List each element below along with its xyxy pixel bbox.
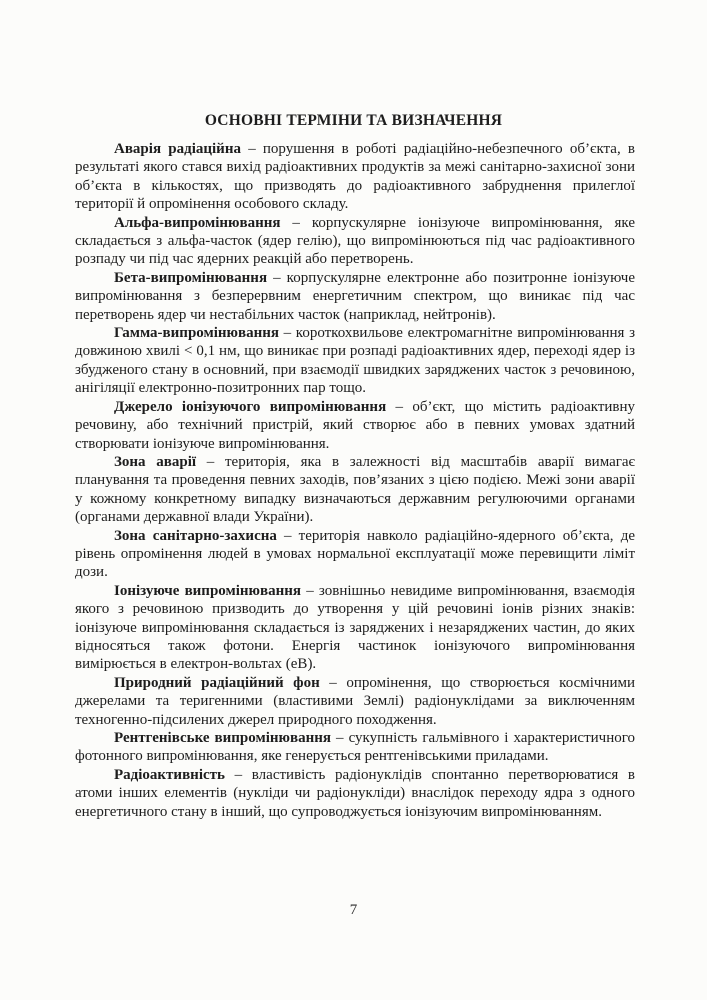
definition-paragraph — [75, 527, 635, 582]
definition-term: Джерело іонізуючого випромінювання — [114, 398, 387, 415]
definition-text: – короткохвильове електромагнітне випромінювання з довжиною хвилі < 0,1 нм, що виникає при розпаді радіоактивних ядер, переході ядер із збудженого стану в основний, при взаємодії швидких заряджених часток з речовиною, анігіляції електронно-позитронних пар тощо. — [75, 325, 635, 397]
definition-paragraph — [75, 729, 635, 766]
definition-term: Зона санітарно-захисна — [114, 527, 277, 544]
definition-text: – опромінення, що створюється космічними джерелами та теригенними (властивими Землі) радіонуклідами за виключенням техногенно-підсилених джерел природного походження. — [75, 674, 636, 728]
definition-text: – територія навколо радіаційно-ядерного об’єкта, де рівень опромінення людей в умовах нормальної експлуатації може перевищити ліміт дози. — [75, 527, 635, 581]
definition-paragraph — [75, 324, 635, 398]
page-title: ОСНОВНІ ТЕРМІНИ ТА ВИЗНАЧЕННЯ — [204, 112, 503, 130]
definition-term: Іонізуюче випромінювання — [114, 582, 301, 599]
definition-text: – сукупність гальмівного і характеристичного фотонного випромінювання, яке генерується рентгенівськими приладами. — [75, 730, 635, 765]
definition-term: Зона аварії — [114, 453, 197, 470]
definition-text: – властивість радіонуклідів спонтанно перетворюватися в атоми інших елементів (нукліди чи радіонукліди) внаслідок переходу ядра з одного енергетичного стану в інший, що супроводжується іонізуючим випромінюванням. — [75, 766, 635, 820]
definition-paragraph — [75, 766, 635, 821]
definition-text: – порушення в роботі радіаційно-небезпечного об’єкта, в результаті якого стався вихід радіоактивних продуктів за межі санітарно-захисної зони об’єкта в кількостях, що призводять до радіоактивного забруднення прилеглої території й опромінення особового складу. — [75, 141, 635, 213]
definition-paragraph — [75, 582, 635, 674]
definition-text: – зовнішньо невидиме випромінювання, взаємодія якого з речовиною призводить до утворення у цій речовині іонів різних знаків: іонізуюче випромінювання складається із заряджених і незаряджених частин, до яких відносяться також фотони. Енергія частинок іонізуючого випромінювання вимірюється в електрон-вольтах (еВ). — [75, 582, 635, 673]
page-number: 7 — [349, 902, 358, 918]
definition-text: – корпускулярне іонізуюче випромінювання, яке складається з альфа-часток (ядер гелію), що випромінюються під час радіоактивного розпаду чи під час ядерних реакцій або перетворень. — [75, 214, 635, 268]
definition-term: Альфа-випромінювання — [114, 214, 281, 231]
definition-text: – корпускулярне електронне або позитронне іонізуюче випромінювання з безперервним енергетичним спектром, що виникає під час перетворень ядер чи нестабільних часток (наприклад, нейтронів). — [75, 269, 635, 323]
definition-paragraph — [75, 140, 635, 214]
definition-term: Бета-випромінювання — [114, 269, 268, 286]
definition-paragraph — [75, 214, 635, 269]
definition-text: – територія, яка в залежності від масштабів аварії вимагає планування та проведення певних заходів, пов’язаних з цією подією. Межі зони аварії у кожному конкретному випадку визначаються державним регулюючими органами (органами державної влади України). — [75, 453, 635, 526]
definition-term: Рентгенівське випромінювання — [114, 730, 331, 746]
definition-paragraph — [75, 674, 635, 729]
definition-term: Природний радіаційний фон — [114, 674, 320, 691]
definition-term: Аварія радіаційна — [114, 141, 241, 157]
definition-text: – об’єкт, що містить радіоактивну речовину, або технічний пристрій, який створює або в певних умовах здатний створювати іонізуюче випромінювання. — [75, 398, 636, 452]
definition-paragraph — [75, 398, 635, 453]
definition-term: Гамма-випромінювання — [114, 325, 279, 342]
definition-paragraph — [75, 269, 635, 324]
definition-term: Радіоактивність — [114, 766, 225, 783]
definition-paragraph — [75, 453, 635, 527]
definitions-list — [75, 140, 635, 821]
